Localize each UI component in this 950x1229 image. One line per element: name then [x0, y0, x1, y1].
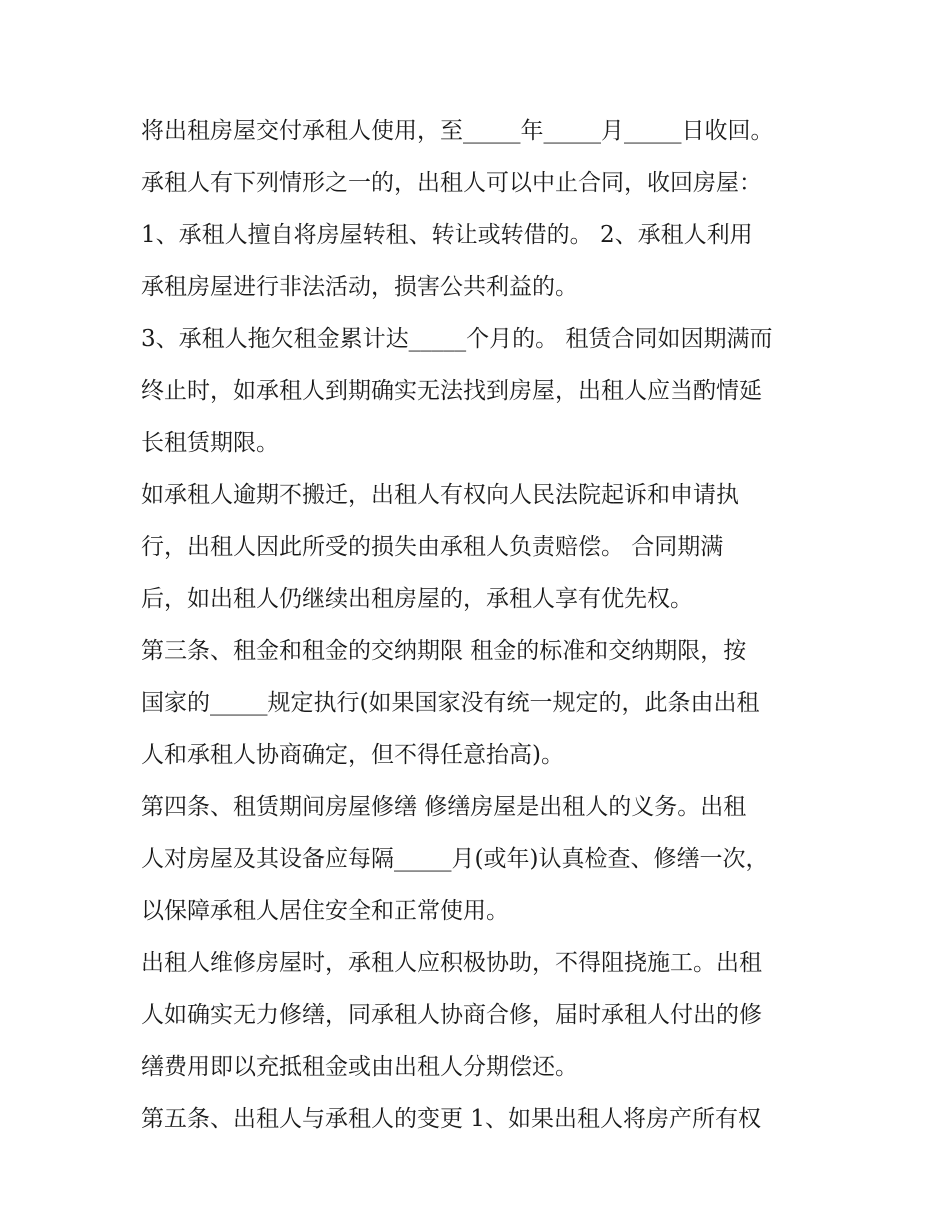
text-line: 3、承租人拖欠租金累计达_____个月的。 租赁合同如因期满而 — [141, 326, 773, 352]
text-line: 后，如出租人仍继续出租房屋的，承租人享有优先权。 — [141, 586, 693, 612]
text-line: 人如确实无力修缮，同承租人协商合修，届时承租人付出的修 — [141, 1002, 762, 1028]
text-line: 承租人有下列情形之一的，出租人可以中止合同，收回房屋： — [141, 170, 762, 196]
text-line: 如承租人逾期不搬迁，出租人有权向人民法院起诉和申请执 — [141, 482, 739, 508]
text-line: 第三条、租金和租金的交纳期限 租金的标准和交纳期限，按 — [141, 638, 747, 664]
text-line: 人和承租人协商确定，但不得任意抬高)。 — [141, 742, 564, 768]
text-line: 承租房屋进行非法活动，损害公共利益的。 — [141, 274, 578, 300]
text-line: 人对房屋及其设备应每隔_____月(或年)认真检查、修缮一次， — [141, 846, 769, 872]
text-line: 国家的_____规定执行(如果国家没有统一规定的，此条由出租 — [141, 690, 760, 716]
text-line: 出租人维修房屋时，承租人应积极协助，不得阻挠施工。出租 — [141, 950, 762, 976]
text-line: 以保障承租人居住安全和正常使用。 — [141, 898, 509, 924]
document-body — [141, 109, 821, 1149]
text-line: 缮费用即以充抵租金或由出租人分期偿还。 — [141, 1054, 578, 1080]
text-line: 长租赁期限。 — [141, 430, 279, 456]
text-line: 终止时，如承租人到期确实无法找到房屋，出租人应当酌情延 — [141, 378, 762, 404]
text-line: 1、承租人擅自将房屋转租、转让或转借的。 2、承租人利用 — [141, 222, 753, 248]
text-line: 第五条、出租人与承租人的变更 1、如果出租人将房产所有权 — [141, 1106, 761, 1132]
text-line: 行，出租人因此所受的损失由承租人负责赔偿。 合同期满 — [141, 534, 724, 560]
text-line: 将出租房屋交付承租人使用，至_____年_____月_____日收回。 — [141, 118, 774, 144]
text-line: 第四条、租赁期间房屋修缮 修缮房屋是出租人的义务。出租 — [141, 794, 747, 820]
